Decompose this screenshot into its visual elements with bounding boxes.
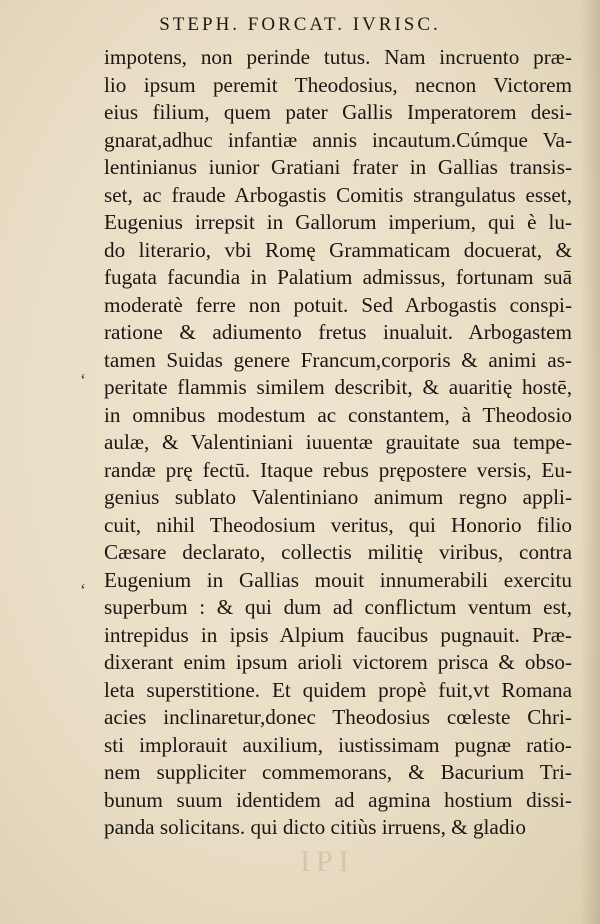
text-line: panda solicitans. qui dicto citiùs irruens, & gladio [104, 815, 526, 839]
text-line: eius filium, quem pater Gallis Imperatorem desi- [104, 100, 572, 124]
margin-mark: ‘ [80, 370, 86, 390]
text-line: nem suppliciter commemorans, & Bacurium Tri- [104, 760, 572, 784]
text-line: bunum suum identidem ad agmina hostium dissi- [104, 787, 572, 812]
text-line: lentinianus iunior Gratiani frater in Gallias transis- [104, 155, 572, 179]
text-line: do literario, vbi Romę Grammaticam docuerat, & [104, 237, 572, 262]
text-line: lio ipsum peremit Theodosius, necnon Victorem [104, 72, 572, 97]
text-line: randæ prę fectū. Itaque rebus prępostere versis, Eu- [104, 457, 572, 482]
text-line: superbum : & qui dum ad conflictum ventum est, [104, 595, 572, 619]
text-line: leta superstitione. Et quidem propè fuit,vt Romana [104, 677, 572, 702]
text-line: aulæ, & Valentiniani iuuentæ grauitate sua tempe- [104, 430, 572, 454]
body-text [104, 44, 572, 842]
text-line: in omnibus modestum ac constantem, à Theodosio [104, 402, 572, 427]
text-line: Cæsare declarato, collectis militię viribus, contra [104, 540, 572, 564]
text-line: peritate flammis similem describit, & auaritię hostē, [104, 375, 572, 399]
text-line: intrepidus in ipsis Alpium faucibus pugnauit. Præ- [104, 622, 572, 647]
page-edge-shadow [580, 0, 600, 924]
text-line: set, ac fraude Arbogastis Comitis strangulatus esset, [104, 182, 572, 207]
text-line: cuit, nihil Theodosium veritus, qui Honorio filio [104, 512, 572, 537]
text-line: dixerant enim ipsum arioli victorem prisca & obso- [104, 650, 572, 674]
show-through-text: IPI [300, 845, 355, 878]
text-line: ratione & adiumento fretus inualuit. Arbogastem [104, 320, 572, 344]
running-header: STEPH. FORCAT. IVRISC. [159, 14, 441, 35]
margin-mark: ‘ [80, 580, 86, 600]
text-line: gnarat,adhuc infantiæ annis incautum.Cúmque Va- [104, 127, 572, 152]
text-line: impotens, non perinde tutus. Nam incruento præ- [104, 45, 572, 69]
text-line: genius sublato Valentiniano animum regno appli- [104, 485, 572, 509]
text-line: acies inclinaretur,donec Theodosius cœleste Chri- [104, 705, 572, 729]
text-line: Eugenium in Gallias mouit innumerabili exercitu [104, 567, 572, 592]
text-line: fugata facundia in Palatium admissus, fortunam suā [104, 265, 572, 289]
text-line: tamen Suidas genere Francum,corporis & animi as- [104, 347, 572, 372]
text-line: Eugenius irrepsit in Gallorum imperium, qui è lu- [104, 210, 572, 234]
text-line: moderatè ferre non potuit. Sed Arbogastis conspi- [104, 292, 572, 317]
text-line: sti implorauit auxilium, iustissimam pugnæ ratio- [104, 732, 572, 757]
